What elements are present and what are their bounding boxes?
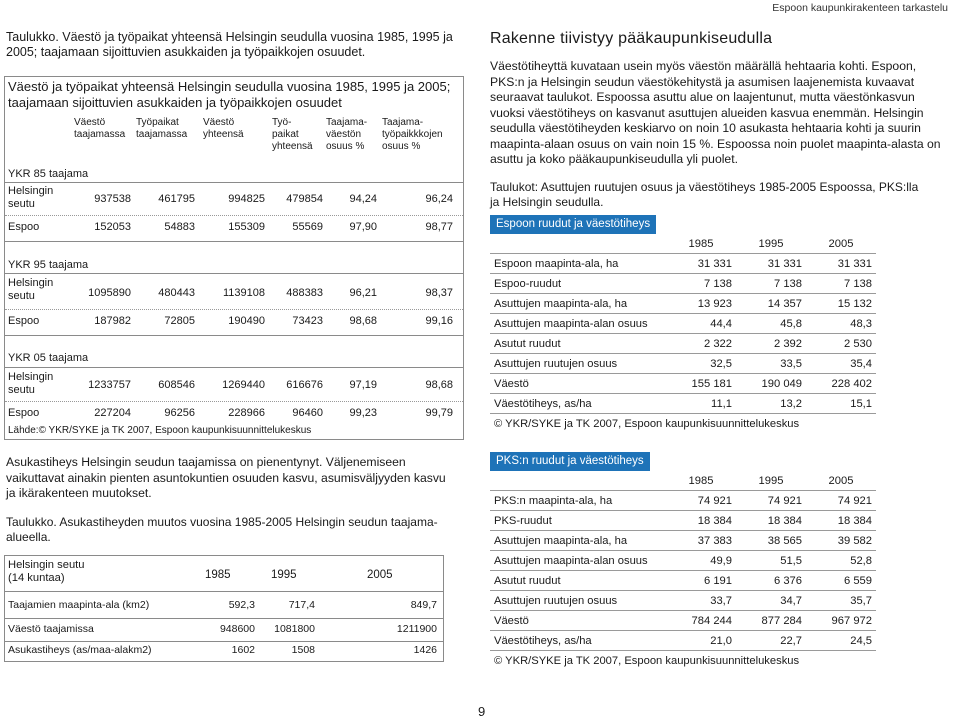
table1-source: Lähde:© YKR/SYKE ja TK 2007, Espoon kaupunkisuunnittelukeskus: [8, 425, 312, 436]
tables-caption: Taulukot: Asuttujen ruutujen osuus ja väestötiheys 1985-2005 Espoossa, PKS:lla ja Helsingin seudulla.: [490, 180, 919, 209]
espoo-table: [490, 214, 876, 433]
running-header: Espoon kaupunkirakenteen tarkastelu: [772, 2, 948, 14]
table-row: Espoo-ruudut 7 138 7 138 7 138: [490, 274, 876, 294]
group-title: YKR 95 taajama: [8, 259, 89, 271]
pks-table-title: PKS:n ruudut ja väestötiheys: [490, 452, 650, 471]
col-header: Väestö yhteensä: [203, 117, 244, 140]
table2-caption: Taulukko. Asukastiheyden muutos vuosina 1985-2005 Helsingin seudun taajama-alueella.: [6, 515, 438, 544]
row-label: Helsingin seutu: [8, 185, 54, 210]
table-row: Espoo 227204 96256 228966 96460 99,23 99,79: [8, 407, 453, 419]
col-header: Väestö taajamassa: [74, 117, 126, 140]
table-row: Espoo 187982 72805 190490 73423 98,68 99,16: [8, 315, 453, 327]
table2-title: Helsingin seutu (14 kuntaa): [8, 559, 85, 584]
col-header: Työ-paikat yhteensä: [272, 117, 313, 152]
table-row: Väestö 784 244 877 284 967 972: [490, 611, 876, 631]
group-title: YKR 05 taajama: [8, 352, 89, 364]
table1-caption: Taulukko. Väestö ja työpaikat yhteensä Helsingin seudulla vuosina 1985, 1995 ja 2005; taajamaan sijoittuvien asukkaiden ja työpaikkojen osuudet.: [6, 30, 453, 59]
espoo-table-title: Espoon ruudut ja väestötiheys: [490, 215, 656, 234]
table-row: PKS-ruudut 18 384 18 384 18 384: [490, 511, 876, 531]
table-row: Väestötiheys, as/ha 11,1 13,2 15,1: [490, 394, 876, 414]
table-row: Espoon maapinta-ala, ha 31 331 31 331 31 331: [490, 254, 876, 274]
pks-table-grid: 1985 1995 2005 PKS:n maapinta-ala, ha 74 921 74 921 74 921 PKS-ruudut 18 384 18 384 18 384 Asuttujen maapinta-ala, ha 37 383 38 565 39 582 Asuttujen maapinta-alan osuus 49,9 51,5 52,8 Asutut ruudut 6 191 6 376 6 559 Asuttujen ruutujen osuus 33,7 34,7 35,7 Väestö 784 244 877 284 967 972 Väestötiheys, as/ha 21,0 22,7 24,5 © YKR/SYKE ja TK 2007, Espoon kaupunkisuunnittelukeskus: [490, 471, 876, 670]
table-row: Asuttujen ruutujen osuus 33,7 34,7 35,7: [490, 591, 876, 611]
table-row: 1233757 608546 1269440 616676 97,19 98,68: [88, 379, 453, 391]
col-header: Taajama-väestön osuus %: [326, 117, 368, 152]
year-header: 2005: [367, 569, 393, 581]
left-paragraph: Asukastiheys Helsingin seudun taajamissa on pienentynyt. Väljenemiseen vaikuttavat ainakin pienten asuntokuntien osuuden kasvu, asumisväljyyden kasvu ja ikärakenteen muutokset.: [6, 455, 446, 500]
group-title: YKR 85 taajama: [8, 168, 89, 180]
table-row: Asuttujen maapinta-alan osuus 49,9 51,5 52,8: [490, 551, 876, 571]
table-row: Väestö taajamissa 948600 1081800 1211900: [8, 623, 437, 635]
table-row: Asuttujen maapinta-ala, ha 37 383 38 565 39 582: [490, 531, 876, 551]
table-row: Asuttujen ruutujen osuus 32,5 33,5 35,4: [490, 354, 876, 374]
table-row: Espoo 152053 54883 155309 55569 97,90 98,77: [8, 221, 453, 233]
row-label: Helsingin seutu: [8, 277, 54, 302]
right-paragraph: Väestötiheyttä kuvataan usein myös väestön määrällä hehtaaria kohti. Espoon, PKS:n ja Helsingin seudun väestökehitystä ja asumisen laajenemista kuvaavat seuraavat taulukot. Espoossa asuttu alue on laajentunut, mutta väestönkasvun vuoksi väestötiheys on kasvanut asuttujen alueiden kasvua enemmän. Helsingin seudulla väestötiheyden keskiarvo on noin 10 asukasta hehtaaria kohti ja suurin maapinta-alaan osuus on vain noin 15 %. Espoossa noin puolet maapinta-alasta on asuttu ja koko pääkaupunkiseudulla yli puolet.: [490, 59, 941, 166]
table-row: Väestö 155 181 190 049 228 402: [490, 374, 876, 394]
table-row: Asuttujen maapinta-alan osuus 44,4 45,8 48,3: [490, 314, 876, 334]
table-row: Asukastiheys (as/maa-alakm2) 1602 1508 1426: [8, 644, 437, 656]
pks-table: [490, 451, 876, 670]
table-row: PKS:n maapinta-ala, ha 74 921 74 921 74 921: [490, 491, 876, 511]
table-row: Asuttujen maapinta-ala, ha 13 923 14 357 15 132: [490, 294, 876, 314]
row-label: Helsingin seutu: [8, 371, 54, 396]
table1: [4, 76, 464, 440]
table-row: 937538 461795 994825 479854 94,24 96,24: [94, 193, 453, 205]
section-heading: Rakenne tiivistyy pääkaupunkiseudulla: [490, 30, 773, 47]
year-header: 1995: [271, 569, 297, 581]
table-row: Asutut ruudut 2 322 2 392 2 530: [490, 334, 876, 354]
espoo-table-source: © YKR/SYKE ja TK 2007, Espoon kaupunkisuunnittelukeskus: [490, 414, 876, 434]
table2: [4, 555, 444, 662]
year-header: 1985: [205, 569, 231, 581]
col-header: Taajama-työpaikkkojen osuus %: [382, 117, 443, 152]
espoo-table-grid: 1985 1995 2005 Espoon maapinta-ala, ha 31 331 31 331 31 331 Espoo-ruudut 7 138 7 138 7 138 Asuttujen maapinta-ala, ha 13 923 14 357 15 132 Asuttujen maapinta-alan osuus 44,4 45,8 48,3 Asutut ruudut 2 322 2 392 2 530 Asuttujen ruutujen osuus 32,5 33,5 35,4 Väestö 155 181 190 049 228 402 Väestötiheys, as/ha 11,1 13,2 15,1 © YKR/SYKE ja TK 2007, Espoon kaupunkisuunnittelukeskus: [490, 234, 876, 433]
page-number: 9: [478, 704, 486, 719]
col-header: Työpaikat taajamassa: [136, 117, 188, 140]
table-row: 1095890 480443 1139108 488383 96,21 98,37: [88, 287, 453, 299]
pks-table-source: © YKR/SYKE ja TK 2007, Espoon kaupunkisuunnittelukeskus: [490, 651, 876, 671]
table-row: Väestötiheys, as/ha 21,0 22,7 24,5: [490, 631, 876, 651]
table1-title: Väestö ja työpaikat yhteensä Helsingin seudulla vuosina 1985, 1995 ja 2005; taajamaan sijoittuvien asukkaiden ja työpaikkojen osuudet: [8, 79, 451, 110]
table-row: Taajamien maapinta-ala (km2) 592,3 717,4 849,7: [8, 599, 437, 611]
table-row: Asutut ruudut 6 191 6 376 6 559: [490, 571, 876, 591]
